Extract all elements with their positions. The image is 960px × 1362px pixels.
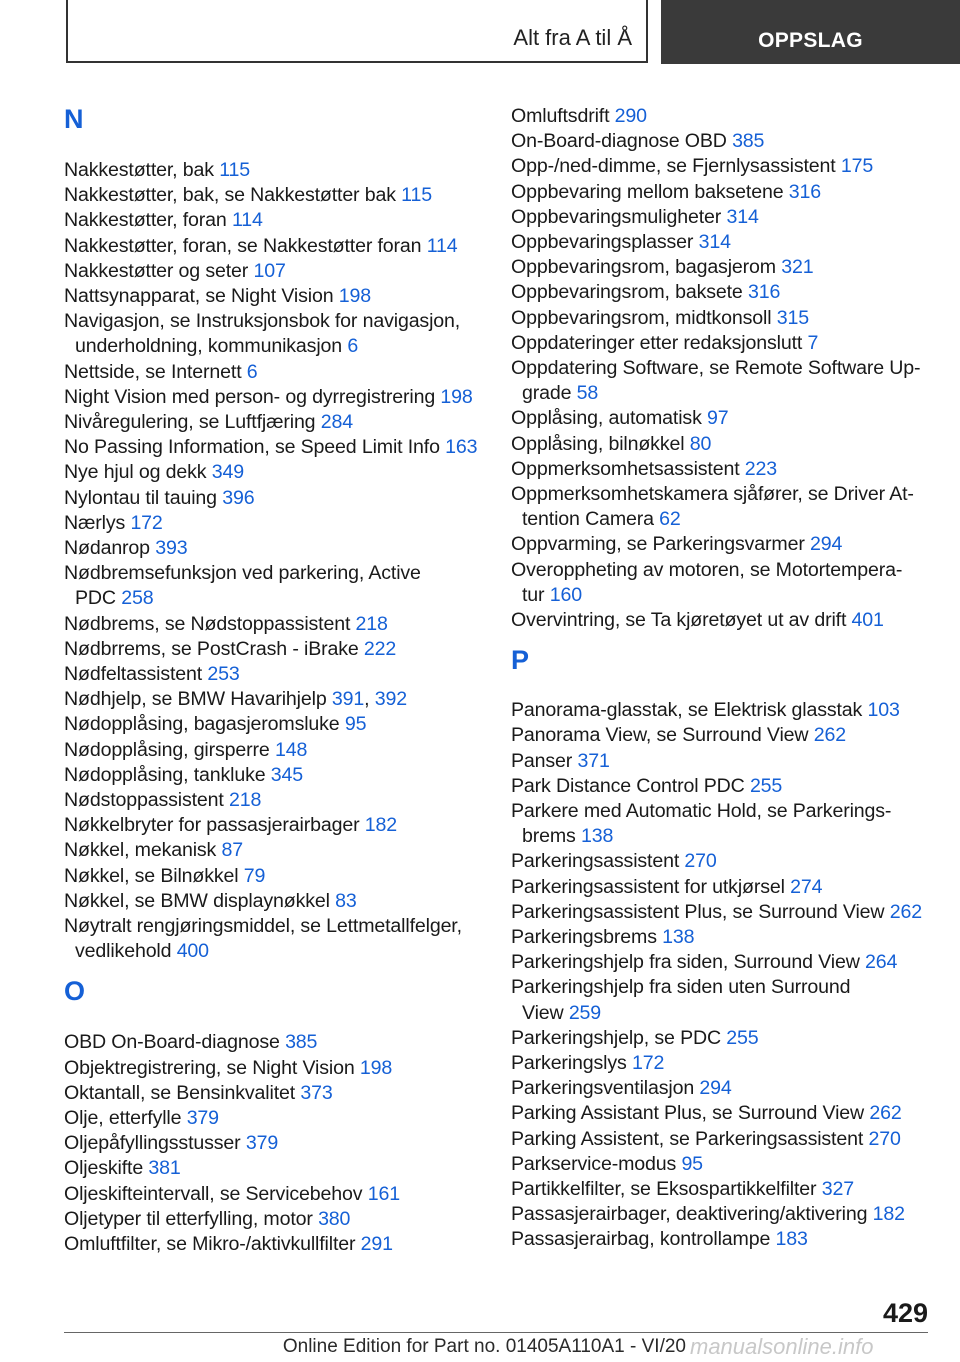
index-entry: [511, 1076, 732, 1101]
page-link[interactable]: 284: [320, 411, 353, 433]
index-entry: [64, 813, 397, 838]
page-link[interactable]: 379: [245, 1132, 279, 1155]
index-entry: [64, 637, 396, 662]
index-entry: [511, 558, 902, 608]
header-chapter-box: [66, 0, 648, 63]
entry-term: Nye hjul og dekk: [64, 461, 212, 484]
entry-term: Nøkkel, se Bilnøkkel: [64, 864, 244, 887]
footer-divider: [64, 1332, 928, 1333]
entry-term: Oppdatering Software, se Remote Software Up-: [511, 357, 921, 379]
entry-term: OBD On-Board-diagnose: [64, 1031, 286, 1054]
index-entry: [64, 435, 477, 460]
index-entry: [64, 410, 353, 435]
page-link[interactable]: 138: [662, 926, 695, 948]
entry-term: Nødbremsefunksjon ved parkering, Active: [64, 562, 421, 585]
page-link[interactable]: 380: [318, 1207, 351, 1230]
entry-term-continuation: [64, 586, 421, 611]
entry-term: Oppdateringer etter redaksjonslutt: [511, 331, 808, 354]
entry-term: Passasjerairbager, deaktivering/aktivering: [511, 1203, 873, 1226]
entry-term: Parking Assistent, se Parkeringsassistent: [511, 1127, 869, 1150]
entry-term: Nøytralt rengjøringsmiddel, se Lettmetallfelger,: [64, 915, 462, 937]
index-entry: [64, 284, 371, 309]
entry-term: Nøkkel, se BMW displaynøkkel: [64, 889, 336, 912]
page-link[interactable]: 316: [747, 281, 781, 304]
entry-term: Nakkestøtter, bak: [64, 159, 220, 181]
entry-term-continuation: [511, 381, 920, 406]
page-link[interactable]: 223: [744, 457, 778, 480]
entry-term: Nakkestøtter og seter: [64, 259, 254, 282]
entry-term-continuation: [64, 939, 462, 964]
page-link[interactable]: 62: [659, 508, 681, 531]
entry-term: Nøkkelbryter for passasjerairbager: [64, 814, 365, 837]
chapter-title: Alt fra A til Å: [513, 25, 632, 50]
entry-term: Nakkestøtter, bak, se Nakkestøtter bak: [64, 184, 402, 207]
entry-term: Nødstoppassistent: [64, 789, 230, 811]
index-entry: [64, 687, 407, 712]
entry-term: Oppbevaringsplasser: [511, 231, 699, 253]
page-link[interactable]: 198: [359, 1056, 393, 1079]
entry-term: Omluftfilter, se Mikro-/aktivkullfilter: [64, 1233, 361, 1255]
index-entry: [511, 482, 914, 532]
entry-term: Objektregistrering, se Night Vision: [64, 1056, 360, 1079]
index-entry: [64, 612, 388, 637]
page-link[interactable]: 259: [568, 1001, 602, 1024]
page-link[interactable]: 97: [707, 407, 729, 430]
index-entry: [511, 532, 842, 557]
index-entry: [511, 1152, 703, 1177]
entry-term: Nødopplåsing, girsperre: [64, 738, 275, 761]
entry-term-continuation-text: View: [522, 1001, 569, 1024]
page-link[interactable]: 290: [614, 105, 647, 127]
page-link[interactable]: 87: [221, 839, 244, 862]
entry-term: Oljeskifteintervall, se Servicebehov: [64, 1182, 368, 1205]
entry-term: Parkeringsassistent Plus, se Surround View: [511, 900, 890, 923]
entry-term: Oppbevaringsrom, midtkonsoll: [511, 306, 777, 329]
page-link[interactable]: 175: [840, 155, 874, 178]
entry-term: Parkeringshjelp fra siden, Surround View: [511, 951, 865, 974]
index-letter-p: P: [511, 645, 530, 676]
index-entry: [64, 1131, 278, 1156]
index-entry: [64, 914, 462, 964]
page-link[interactable]: 294: [810, 533, 843, 556]
index-entry: [64, 385, 473, 410]
entry-term: Nødhjelp, se BMW Havarihjelp: [64, 688, 332, 711]
footer-edition: Online Edition for Part no. 01405A110A1 - VI/20: [282, 1336, 686, 1357]
index-entry: [64, 486, 254, 511]
index-letter-n: N: [64, 104, 84, 134]
entry-term-continuation-text: vedlikehold: [75, 940, 177, 963]
index-entry: [511, 230, 731, 255]
index-entry: [511, 749, 610, 774]
index-entry: [511, 432, 711, 457]
page-link[interactable]: 371: [577, 749, 610, 772]
index-entry: [511, 180, 821, 205]
index-entry: [511, 849, 717, 874]
page-link[interactable]: 148: [274, 738, 308, 761]
page-link[interactable]: 107: [253, 259, 286, 282]
index-entry: [64, 712, 366, 737]
page-link[interactable]: 114: [231, 209, 263, 232]
page-link[interactable]: 264: [865, 951, 898, 974]
page-separator: ,: [364, 688, 375, 711]
page-link[interactable]: 400: [176, 940, 209, 963]
entry-term: Nøkkel, mekanisk: [64, 839, 222, 862]
entry-term-continuation-text: tention Camera: [522, 508, 660, 531]
index-entry: [511, 1127, 901, 1152]
index-entry: [511, 900, 922, 925]
entry-term: Panorama-glasstak, se Elektrisk glasstak: [511, 699, 868, 722]
page-link[interactable]: 95: [681, 1152, 703, 1175]
page-link[interactable]: 345: [270, 763, 304, 786]
page-link[interactable]: 255: [726, 1026, 759, 1049]
index-entry: [64, 1182, 400, 1207]
entry-term: Oppvarming, se Parkeringsvarmer: [511, 533, 811, 556]
entry-term: Navigasjon, se Instruksjonsbok for navigasjon,: [64, 310, 461, 333]
index-entry: [64, 864, 265, 889]
entry-term-continuation-text: underholdning, kommunikasjon: [75, 335, 348, 358]
entry-term: Opplåsing, bilnøkkel: [511, 432, 690, 455]
entry-term-continuation: [511, 1001, 850, 1026]
index-entry: [64, 662, 240, 687]
entry-term: Parkeringslys: [511, 1052, 632, 1074]
page-link[interactable]: 321: [781, 256, 814, 279]
index-entry: [511, 950, 897, 975]
entry-term: Oppbevaring mellom baksetene: [511, 180, 789, 203]
entry-term: Nærlys: [64, 511, 131, 534]
index-entry: [511, 875, 822, 900]
entry-term: Oljeskifte: [64, 1157, 149, 1180]
page-link[interactable]: 316: [788, 180, 821, 203]
page-link[interactable]: 270: [868, 1127, 901, 1150]
page-link[interactable]: 315: [776, 306, 809, 329]
page-link[interactable]: 172: [631, 1052, 665, 1074]
watermark: manualsonline.info: [690, 1334, 874, 1359]
entry-term: Nakkestøtter, foran, se Nakkestøtter foran: [64, 234, 427, 257]
page-link[interactable]: 258: [121, 587, 154, 610]
page-link[interactable]: 385: [285, 1031, 318, 1054]
page-link[interactable]: 291: [360, 1233, 393, 1255]
index-entry: [64, 1106, 219, 1131]
page-link[interactable]: 393: [155, 537, 188, 559]
page-link[interactable]: 103: [867, 699, 900, 722]
page-link[interactable]: 401: [851, 609, 884, 631]
index-entry: [64, 788, 261, 813]
index-entry: [511, 1101, 902, 1126]
index-entry: [64, 536, 187, 561]
page-link[interactable]: 391: [331, 688, 365, 711]
index-entry: [511, 154, 873, 179]
page-link[interactable]: 327: [821, 1178, 854, 1200]
page-link[interactable]: 79: [243, 864, 266, 887]
entry-term: Overoppheting av motoren, se Motortempera-: [511, 558, 903, 581]
entry-term-continuation: [511, 507, 914, 532]
entry-term: Parkeringsassistent: [511, 850, 685, 873]
page-link[interactable]: 253: [207, 663, 240, 685]
entry-term: Nakkestøtter, foran: [64, 209, 232, 232]
entry-term-continuation-text: PDC: [75, 587, 122, 610]
entry-term-continuation: [64, 334, 460, 359]
index-entry: [511, 280, 780, 305]
page-number: 429: [882, 1298, 928, 1328]
entry-term-continuation-text: grade: [522, 382, 577, 405]
entry-term: Omluftsdrift: [511, 105, 615, 127]
entry-term: Olje, etterfylle: [64, 1107, 187, 1129]
page-link[interactable]: 198: [338, 285, 371, 307]
index-entry: [511, 356, 920, 406]
page-link[interactable]: 7: [807, 331, 819, 354]
section-tab-label: OPPSLAG: [758, 29, 863, 52]
entry-term: Oppmerksomhetskamera sjåfører, se Driver At-: [511, 483, 914, 505]
entry-term: Nødfeltassistent: [64, 663, 208, 685]
page-link[interactable]: 182: [872, 1203, 905, 1226]
entry-term-continuation-text: brems: [522, 825, 581, 848]
index-entry: [64, 561, 421, 611]
index-entry: [64, 360, 258, 385]
entry-term: Opplåsing, automatisk: [511, 407, 708, 430]
entry-term: Nødopplåsing, tankluke: [64, 763, 271, 786]
page-link[interactable]: 115: [401, 184, 432, 207]
index-entry: [64, 889, 357, 914]
page-link[interactable]: 163: [445, 436, 478, 459]
page-link[interactable]: 6: [347, 335, 359, 358]
page-link[interactable]: 218: [229, 789, 262, 811]
entry-term: Partikkelfilter, se Eksospartikkelfilter: [511, 1178, 822, 1200]
page-link[interactable]: 392: [374, 688, 407, 711]
entry-term: Parkeringsventilasjon: [511, 1077, 700, 1100]
entry-term: Passasjerairbag, kontrollampe: [511, 1228, 776, 1251]
entry-term: Oppbevaringsrom, baksete: [511, 281, 748, 304]
entry-term: On-Board-diagnose OBD: [511, 130, 733, 153]
page-link[interactable]: 182: [364, 814, 397, 837]
page-link[interactable]: 83: [335, 889, 357, 912]
entry-term: Nødbrems, se Nødstoppassistent: [64, 612, 356, 635]
index-entry: [64, 208, 263, 233]
index-entry: [64, 838, 243, 863]
page-link[interactable]: 255: [749, 774, 783, 797]
index-entry: [64, 234, 458, 259]
page-link[interactable]: 274: [790, 875, 823, 898]
entry-term: Panorama View, se Surround View: [511, 724, 814, 747]
index-entry: [511, 698, 900, 723]
index-entry: [64, 763, 303, 788]
entry-term: Oljetyper til etterfylling, motor: [64, 1207, 319, 1230]
page-link[interactable]: 314: [698, 231, 731, 253]
page-link[interactable]: 160: [549, 583, 582, 606]
page-link[interactable]: 115: [219, 159, 250, 181]
index-entry: [64, 460, 244, 485]
entry-term: Nødopplåsing, bagasjeromsluke: [64, 713, 345, 736]
page-link[interactable]: 218: [355, 612, 388, 635]
index-entry: [511, 306, 809, 331]
index-entry: [511, 925, 694, 950]
entry-term: Nivåregulering, se Luftfjæring: [64, 411, 321, 433]
entry-term: Night Vision med person- og dyrregistrering: [64, 385, 441, 408]
entry-term: Oktantall, se Bensinkvalitet: [64, 1081, 301, 1104]
entry-term: Nødbrrems, se PostCrash - iBrake: [64, 637, 364, 660]
index-entry: [511, 406, 729, 431]
index-entry: [64, 1030, 317, 1055]
index-entry: [511, 1202, 905, 1227]
section-tab[interactable]: [661, 0, 960, 64]
page-link[interactable]: 95: [344, 713, 367, 736]
entry-term-continuation-text: tur: [522, 583, 550, 606]
index-entry: [511, 457, 777, 482]
entry-term: Park Distance Control PDC: [511, 774, 750, 797]
entry-term: Oppbevaringsrom, bagasjerom: [511, 256, 782, 279]
entry-term-continuation: [511, 824, 891, 849]
page-link[interactable]: 138: [580, 825, 614, 848]
page-link[interactable]: 6: [246, 360, 258, 383]
page-link[interactable]: 379: [186, 1107, 219, 1129]
entry-term: Oljepåfyllingsstusser: [64, 1132, 246, 1155]
page-link[interactable]: 314: [726, 205, 759, 228]
entry-term: Nattsynapparat, se Night Vision: [64, 285, 339, 307]
index-entry: [64, 1056, 392, 1081]
index-entry: [511, 205, 759, 230]
entry-term-continuation: [511, 583, 902, 608]
entry-term: Overvintring, se Ta kjøretøyet ut av drift: [511, 609, 852, 631]
entry-term: Panser: [511, 749, 578, 772]
entry-term: Nettside, se Internett: [64, 360, 247, 383]
index-letter-o: O: [64, 976, 86, 1007]
page-link[interactable]: 172: [130, 511, 163, 534]
page-link[interactable]: 183: [775, 1228, 808, 1251]
entry-term: No Passing Information, se Speed Limit Info: [64, 436, 446, 459]
index-entry: [511, 1051, 664, 1076]
page-link[interactable]: 262: [889, 900, 922, 923]
page-link[interactable]: 262: [869, 1102, 902, 1125]
index-entry: [64, 309, 460, 359]
index-entry: [511, 129, 764, 154]
index-entry: [64, 1207, 350, 1232]
index-entry: [511, 255, 814, 280]
index-entry: [64, 183, 432, 208]
index-entry: [64, 158, 250, 183]
index-entry: [511, 1227, 808, 1252]
page-link[interactable]: 58: [576, 382, 599, 405]
entry-term: Nylontau til tauing: [64, 486, 223, 509]
index-entry: [64, 259, 286, 284]
index-entry: [64, 511, 163, 536]
page-link[interactable]: 294: [699, 1077, 732, 1100]
index-entry: [511, 799, 891, 849]
entry-term: Oppbevaringsmuligheter: [511, 205, 727, 228]
page-link[interactable]: 198: [440, 385, 473, 408]
entry-term: Parkeringsassistent for utkjørsel: [511, 875, 791, 898]
index-entry: [511, 1026, 759, 1051]
page-link[interactable]: 161: [367, 1182, 400, 1205]
index-entry: [511, 104, 647, 129]
index-entry: [511, 723, 846, 748]
index-entry: [511, 774, 782, 799]
page-link[interactable]: 385: [732, 130, 765, 153]
index-entry: [511, 1177, 854, 1202]
index-entry: [511, 975, 850, 1025]
entry-term: Nødanrop: [64, 537, 156, 559]
entry-term: Parkeringsbrems: [511, 926, 663, 948]
page-link[interactable]: 373: [300, 1081, 333, 1104]
page-link[interactable]: 262: [813, 724, 846, 747]
entry-term: Parkeringshjelp fra siden uten Surround: [511, 976, 851, 999]
entry-term: Oppmerksomhetsassistent: [511, 457, 745, 480]
page-link[interactable]: 114: [426, 234, 458, 257]
index-entry: [511, 331, 818, 356]
index-entry: [64, 1081, 333, 1106]
index-entry: [64, 1156, 181, 1181]
page-link[interactable]: 222: [363, 637, 397, 660]
page-link[interactable]: 396: [222, 486, 255, 509]
index-entry: [64, 738, 307, 763]
index-entry: [64, 1232, 393, 1257]
entry-term: Parking Assistant Plus, se Surround View: [511, 1102, 870, 1125]
entry-term: Parkeringshjelp, se PDC: [511, 1026, 727, 1049]
page-link[interactable]: 270: [684, 850, 717, 873]
entry-term: Parkere med Automatic Hold, se Parkerings-: [511, 800, 892, 822]
index-entry: [511, 608, 884, 633]
page-link[interactable]: 349: [211, 461, 245, 484]
page-link[interactable]: 80: [689, 432, 712, 455]
entry-term: Opp-/ned-dimme, se Fjernlysassistent: [511, 155, 841, 178]
page-link[interactable]: 381: [148, 1157, 181, 1180]
entry-term: Parkservice-modus: [511, 1152, 682, 1175]
